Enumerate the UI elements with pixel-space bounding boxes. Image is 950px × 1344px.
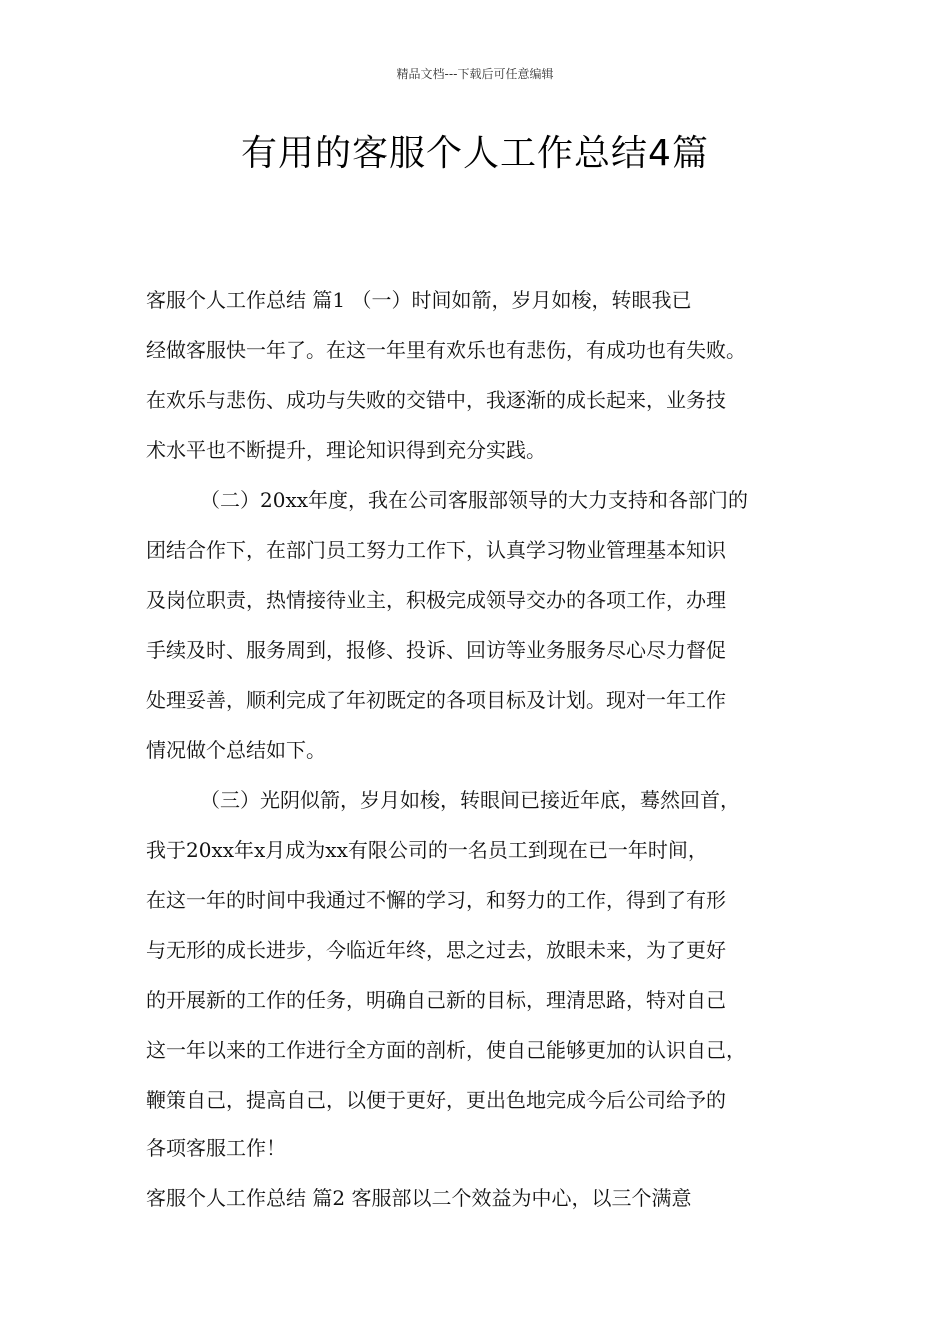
header-note: 精品文档---下载后可任意编辑 bbox=[396, 67, 554, 81]
body-line-1: 客服个人工作总结 篇1 （一）时间如箭，岁月如梭，转眼我已 bbox=[146, 288, 692, 312]
body-line-14: 与无形的成长进步，今临近年终，思之过去，放眼未来，为了更好 bbox=[146, 938, 726, 962]
body-line-12: 我于20xx年x月成为xx有限公司的一名员工到现在已一年时间， bbox=[146, 838, 708, 862]
body-line-16: 这一年以来的工作进行全方面的剖析，使自己能够更加的认识自己， bbox=[146, 1038, 746, 1062]
body-line-13: 在这一年的时间中我通过不懈的学习，和努力的工作，得到了有形 bbox=[146, 888, 726, 912]
body-line-5: （二）20xx年度，我在公司客服部领导的大力支持和各部门的 bbox=[200, 488, 749, 512]
body-line-2: 经做客服快一年了。在这一年里有欢乐也有悲伤，有成功也有失败。 bbox=[146, 338, 746, 362]
body-line-7: 及岗位职责，热情接待业主，积极完成领导交办的各项工作，办理 bbox=[146, 588, 726, 612]
body-line-18: 各项客服工作！ bbox=[146, 1136, 286, 1160]
body-line-6: 团结合作下，在部门员工努力工作下，认真学习物业管理基本知识 bbox=[146, 538, 726, 562]
body-line-19: 客服个人工作总结 篇2 客服部以二个效益为中心，以三个满意 bbox=[146, 1186, 692, 1210]
document-title: 有用的客服个人工作总结4篇 bbox=[241, 133, 709, 174]
body-line-15: 的开展新的工作的任务，明确自己新的目标，理清思路，特对自己 bbox=[146, 988, 726, 1012]
body-line-17: 鞭策自己，提高自己，以便于更好，更出色地完成今后公司给予的 bbox=[146, 1088, 726, 1112]
body-line-9: 处理妥善，顺利完成了年初既定的各项目标及计划。现对一年工作 bbox=[146, 688, 726, 712]
body-line-4: 术水平也不断提升，理论知识得到充分实践。 bbox=[146, 438, 546, 462]
body-line-3: 在欢乐与悲伤、成功与失败的交错中，我逐渐的成长起来，业务技 bbox=[146, 388, 726, 412]
body-line-8: 手续及时、服务周到，报修、投诉、回访等业务服务尽心尽力督促 bbox=[146, 638, 726, 662]
body-line-10: 情况做个总结如下。 bbox=[146, 738, 326, 762]
body-line-11: （三）光阴似箭，岁月如梭，转眼间已接近年底，蓦然回首， bbox=[200, 788, 740, 812]
